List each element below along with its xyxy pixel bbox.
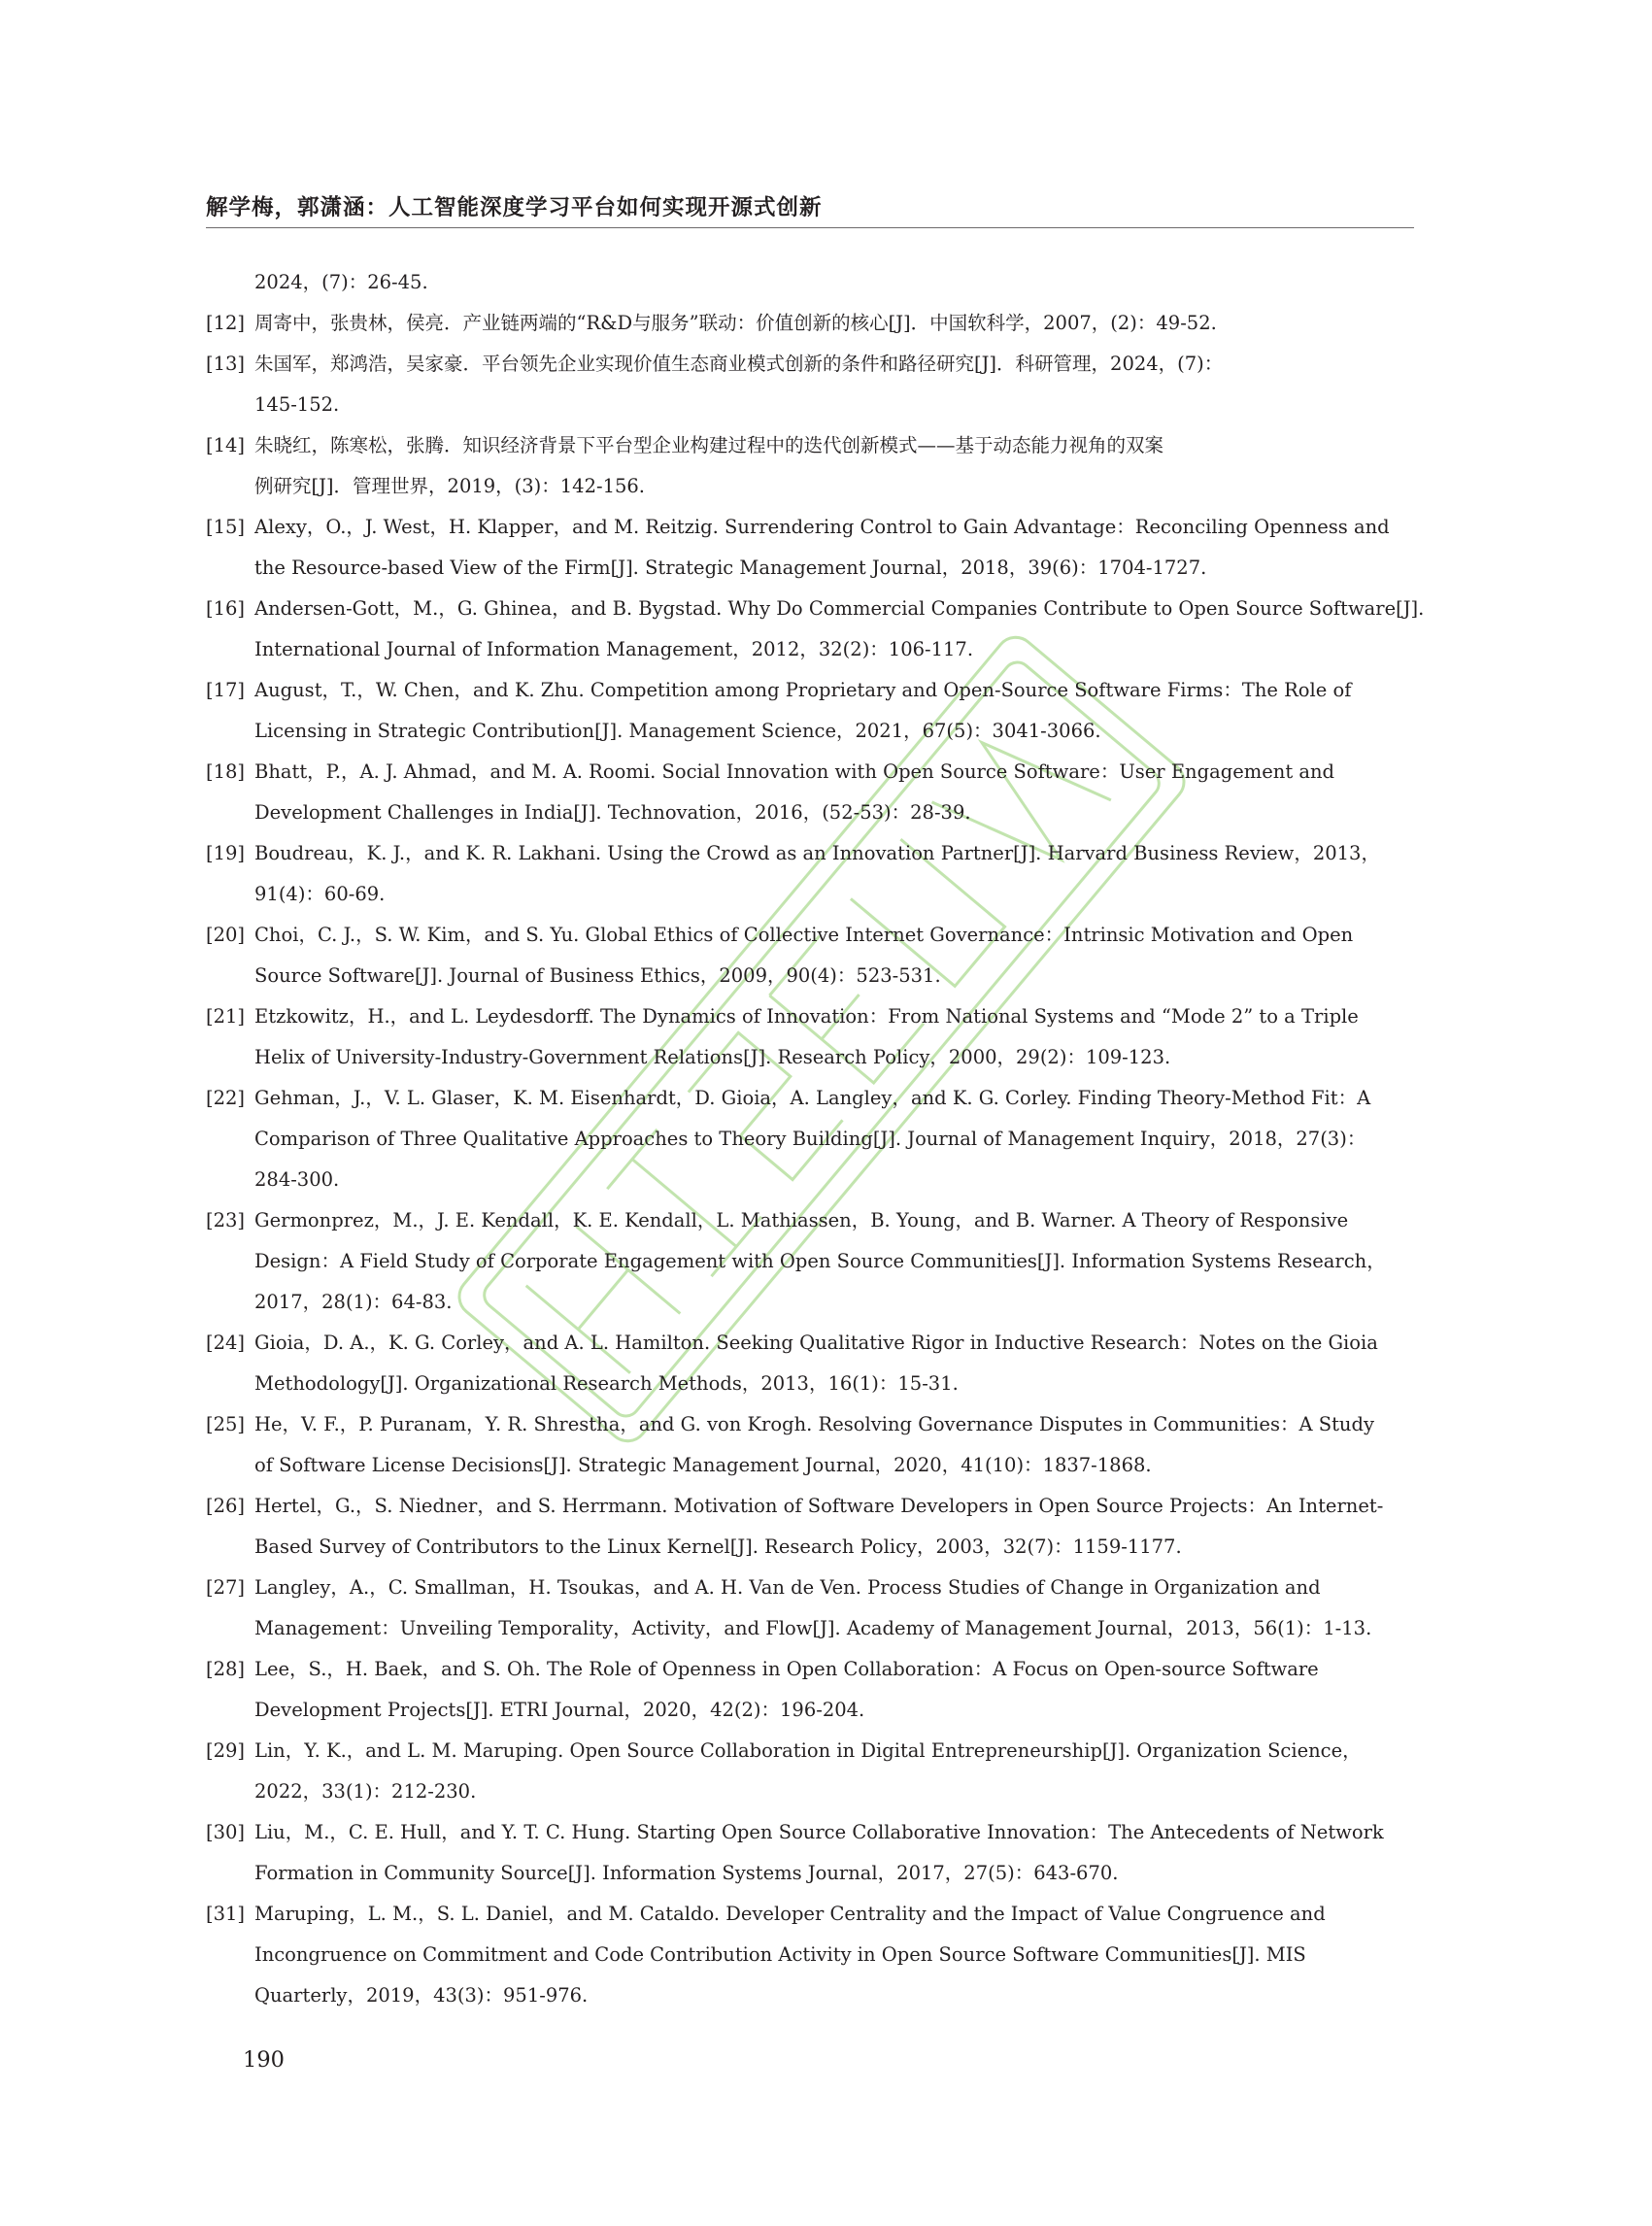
reference-line: the Resource-based View of the Firm[J]. Strategic Management Journal，2018，39(6)：1704-1727.: [254, 556, 1207, 579]
reference-line: Hertel，G.，S. Niedner，and S. Herrmann. Motivation of Software Developers in Open Source Projects：An Internet-: [254, 1495, 1384, 1517]
reference-list: [206, 262, 1425, 2016]
reference-line: Incongruence on Commitment and Code Contribution Activity in Open Source Software Communities[J]. MIS: [254, 1943, 1306, 1966]
reference-line: Gehman，J.，V. L. Glaser，K. M. Eisenhardt，D. Gioia，A. Langley，and K. G. Corley. Finding Theory-Method Fit：A: [254, 1087, 1371, 1109]
reference-entry: [206, 752, 1414, 833]
reference-number: [12]: [206, 312, 246, 334]
reference-text: [254, 996, 1414, 1078]
reference-text: [254, 1486, 1414, 1568]
reference-line: Comparison of Three Qualitative Approaches to Theory Building[J]. Journal of Management Inquiry，2018，27(3)：: [254, 1128, 1366, 1150]
reference-line: Quarterly，2019，43(3)：951-976.: [254, 1984, 589, 2007]
reference-text: [254, 833, 1414, 915]
reference-line: Maruping，L. M.，S. L. Daniel，and M. Cataldo. Developer Centrality and the Impact of Value Congruence and: [254, 1903, 1326, 1925]
reference-entry: [206, 833, 1414, 915]
reference-number: [29]: [206, 1739, 246, 1762]
reference-text: [254, 1894, 1414, 2016]
reference-number: [25]: [206, 1413, 246, 1435]
reference-line: 2024，(7)：26-45.: [254, 271, 428, 293]
reference-line: Source Software[J]. Journal of Business Ethics，2009，90(4)：523-531.: [254, 964, 941, 987]
reference-number: [17]: [206, 679, 246, 701]
reference-line: August，T.，W. Chen，and K. Zhu. Competition among Proprietary and Open-Source Software Firms：The Role of: [254, 679, 1352, 701]
reference-entry: [206, 1323, 1414, 1404]
reference-entry: [206, 425, 1414, 507]
reference-entry: [206, 1404, 1414, 1486]
reference-text: [254, 1200, 1414, 1323]
reference-text: [254, 1323, 1414, 1404]
reference-line: of Software License Decisions[J]. Strategic Management Journal，2020，41(10)：1837-1868.: [254, 1454, 1152, 1476]
reference-line: 91(4)：60-69.: [254, 883, 386, 905]
reference-number: [14]: [206, 434, 246, 456]
reference-number: [27]: [206, 1576, 246, 1599]
reference-entry: [206, 507, 1414, 589]
reference-line: He，V. F.，P. Puranam，Y. R. Shrestha，and G. von Krogh. Resolving Governance Disputes in Communities：A Study: [254, 1413, 1374, 1435]
reference-text: [254, 1568, 1414, 1649]
reference-entry: [206, 1568, 1414, 1649]
reference-entry: [206, 670, 1414, 752]
reference-line: Helix of University-Industry-Government Relations[J]. Research Policy，2000，29(2)：109-123.: [254, 1046, 1171, 1068]
reference-entry: [206, 1200, 1414, 1323]
reference-number: [23]: [206, 1209, 246, 1231]
reference-number: [24]: [206, 1332, 246, 1354]
reference-line: Germonprez，M.，J. E. Kendall，K. E. Kendall，L. Mathiassen，B. Young，and B. Warner. A Theory of Responsive: [254, 1209, 1349, 1231]
reference-text: [254, 752, 1414, 833]
reference-line: 145-152.: [254, 393, 340, 416]
reference-number: [13]: [206, 353, 246, 375]
reference-line: Etzkowitz，H.，and L. Leydesdorff. The Dynamics of Innovation：From National Systems and “Mode 2” to a Triple: [254, 1005, 1359, 1028]
reference-entry: [206, 1894, 1414, 2016]
reference-text: [254, 915, 1414, 996]
reference-entry: [206, 915, 1414, 996]
reference-line: Based Survey of Contributors to the Linux Kernel[J]. Research Policy，2003，32(7)：1159-1177.: [254, 1535, 1182, 1558]
reference-entry: [206, 1731, 1414, 1812]
reference-line: 2017，28(1)：64-83.: [254, 1291, 453, 1313]
reference-line: Choi，C. J.，S. W. Kim，and S. Yu. Global Ethics of Collective Internet Governance：Intrinsic Motivation and Open: [254, 924, 1354, 946]
reference-line: 例研究[J]．管理世界，2019，(3)：142-156.: [254, 475, 646, 497]
reference-entry: [206, 996, 1414, 1078]
reference-entry: [206, 303, 1414, 344]
reference-number: [31]: [206, 1903, 246, 1925]
reference-line: Boudreau，K. J.，and K. R. Lakhani. Using the Crowd as an Innovation Partner[J]. Harvard Business Review，2013，: [254, 842, 1380, 864]
reference-line: Alexy，O.，J. West，H. Klapper，and M. Reitzig. Surrendering Control to Gain Advantage：Reconciling Openness and: [254, 516, 1390, 538]
header-rule: [206, 227, 1414, 228]
reference-entry: [206, 262, 1414, 303]
reference-number: [18]: [206, 760, 246, 783]
reference-number: [28]: [206, 1658, 246, 1680]
reference-entry: [206, 589, 1425, 670]
reference-number: [15]: [206, 516, 246, 538]
reference-number: [21]: [206, 1005, 246, 1028]
reference-line: 周寄中，张贵林，侯亮．产业链两端的“R&D与服务”联动：价值创新的核心[J]．中国软科学，2007，(2)：49-52.: [254, 312, 1217, 334]
reference-line: Methodology[J]. Organizational Research Methods，2013，16(1)：15-31.: [254, 1372, 959, 1395]
page-number: 190: [243, 2047, 285, 2073]
reference-entry: [206, 1486, 1414, 1568]
reference-line: Design：A Field Study of Corporate Engagement with Open Source Communities[J]. Information Systems Research，: [254, 1250, 1386, 1272]
reference-entry: [206, 1649, 1414, 1731]
reference-line: Gioia，D. A.，K. G. Corley，and A. L. Hamilton. Seeking Qualitative Rigor in Inductive Research：Notes on the Gioia: [254, 1332, 1378, 1354]
reference-line: Management：Unveiling Temporality，Activity，and Flow[J]. Academy of Management Journal，2013，56(1)：1-13.: [254, 1617, 1372, 1639]
reference-line: 朱国军，郑鸿浩，吴家豪．平台领先企业实现价值生态商业模式创新的条件和路径研究[J]．科研管理，2024，(7)：: [254, 353, 1224, 375]
reference-line: Lin，Y. K.，and L. M. Maruping. Open Source Collaboration in Digital Entrepreneurship[J]. Organization Science，: [254, 1739, 1362, 1762]
reference-line: Langley，A.，C. Smallman，H. Tsoukas，and A. H. Van de Ven. Process Studies of Change in Organization and: [254, 1576, 1321, 1599]
reference-line: Bhatt，P.，A. J. Ahmad，and M. A. Roomi. Social Innovation with Open Source Software：User Engagement and: [254, 760, 1335, 783]
reference-line: Lee，S.，H. Baek，and S. Oh. The Role of Openness in Open Collaboration：A Focus on Open-source Software: [254, 1658, 1319, 1680]
reference-line: Licensing in Strategic Contribution[J]. Management Science，2021，67(5)：3041-3066.: [254, 720, 1101, 742]
reference-text: [254, 1731, 1414, 1812]
reference-text: [254, 670, 1414, 752]
reference-text: [254, 262, 1414, 303]
reference-line: Liu，M.，C. E. Hull，and Y. T. C. Hung. Starting Open Source Collaborative Innovation：The Antecedents of Network: [254, 1821, 1384, 1843]
reference-text: [254, 589, 1424, 670]
reference-text: [254, 344, 1414, 425]
reference-line: Formation in Community Source[J]. Information Systems Journal，2017，27(5)：643-670.: [254, 1862, 1119, 1884]
reference-number: [19]: [206, 842, 246, 864]
reference-number: [16]: [206, 597, 246, 620]
reference-entry: [206, 1812, 1414, 1894]
reference-line: International Journal of Information Management，2012，32(2)：106-117.: [254, 638, 974, 660]
reference-line: 284-300.: [254, 1168, 340, 1191]
reference-text: [254, 1078, 1414, 1200]
reference-line: 朱晓红，陈寒松，张腾．知识经济背景下平台型企业构建过程中的迭代创新模式——基于动态能力视角的双案: [254, 434, 1164, 456]
reference-text: [254, 425, 1414, 507]
reference-number: [30]: [206, 1821, 246, 1843]
reference-text: [254, 507, 1414, 589]
reference-number: [22]: [206, 1087, 246, 1109]
reference-line: 2022，33(1)：212-230.: [254, 1780, 477, 1803]
reference-text: [254, 303, 1414, 344]
reference-number: [26]: [206, 1495, 246, 1517]
running-head: 解学梅，郭潇涵：人工智能深度学习平台如何实现开源式创新: [206, 195, 823, 220]
reference-text: [254, 1812, 1414, 1894]
reference-text: [254, 1649, 1414, 1731]
reference-line: Development Challenges in India[J]. Technovation，2016，(52-53)：28-39.: [254, 801, 971, 824]
reference-line: Development Projects[J]. ETRI Journal，2020，42(2)：196-204.: [254, 1699, 865, 1721]
reference-entry: [206, 1078, 1414, 1200]
reference-number: [20]: [206, 924, 246, 946]
reference-entry: [206, 344, 1414, 425]
reference-line: Andersen-Gott，M.，G. Ghinea，and B. Bygstad. Why Do Commercial Companies Contribute to Open Source Software[J].: [254, 597, 1425, 620]
reference-text: [254, 1404, 1414, 1486]
